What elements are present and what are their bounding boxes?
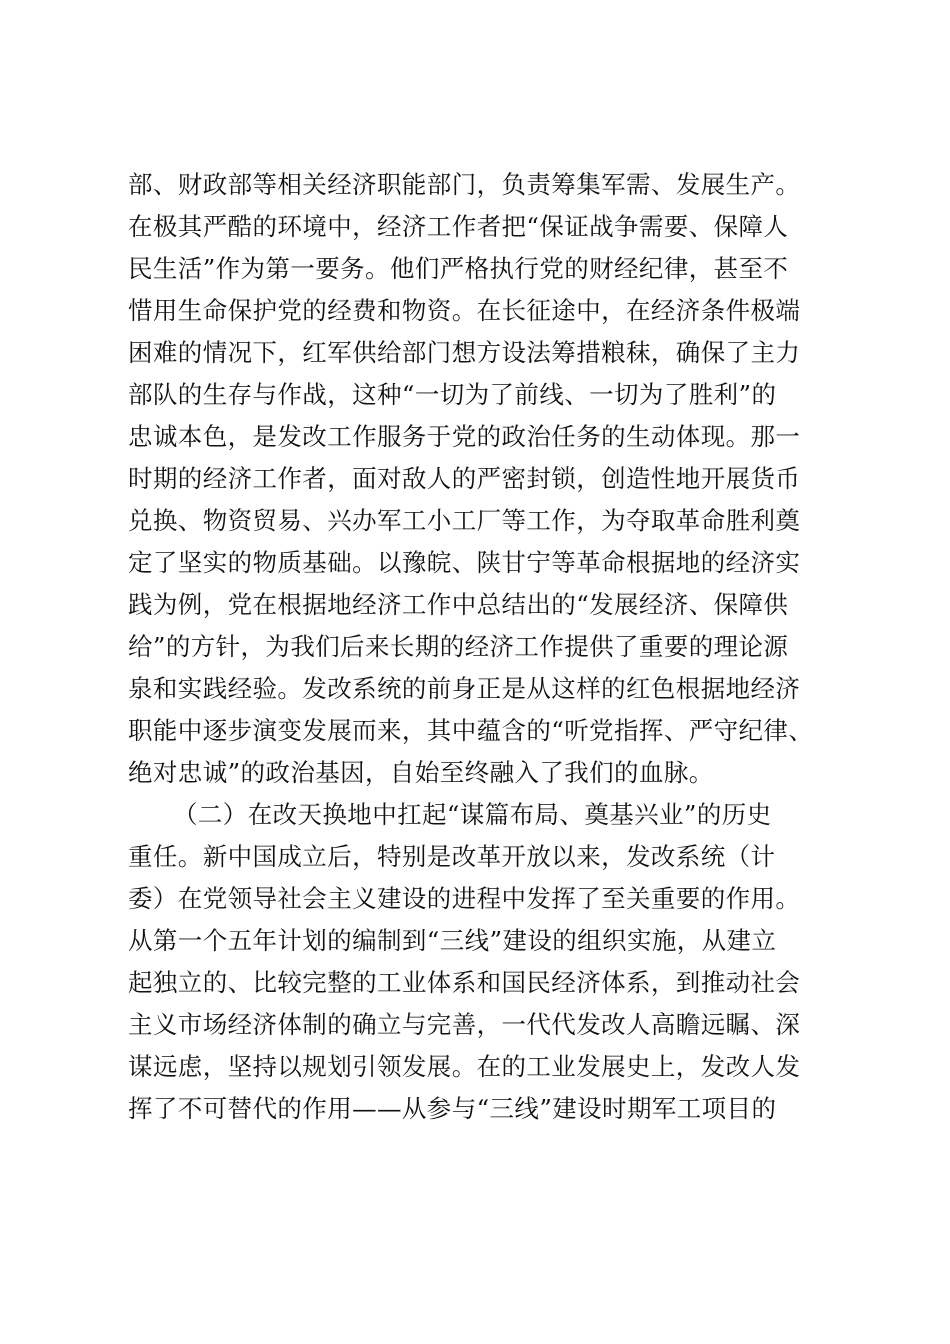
text-line: 职能中逐步演变发展而来，其中蕴含的“听党指挥、严守纪律、 [128, 716, 814, 745]
text-line: 主义市场经济体制的确立与完善，一代代发改人高瞻远瞩、深 [128, 1010, 801, 1039]
text-line: 给”的方针，为我们后来长期的经济工作提供了重要的理论源 [128, 632, 789, 661]
text-line: 挥了不可替代的作用——从参与“三线”建设时期军工项目的 [128, 1094, 777, 1123]
text-line: 在极其严酷的环境中，经济工作者把“保证战争需要、保障人 [128, 212, 789, 241]
text-line: 民生活”作为第一要务。他们严格执行党的财经纪律，甚至不 [128, 254, 789, 283]
text-line: 部、财政部等相关经济职能部门，负责筹集军需、发展生产。 [128, 170, 801, 199]
text-line: 从第一个五年计划的编制到“三线”建设的组织实施，从建立 [128, 926, 777, 955]
body-text [128, 164, 848, 1130]
section-heading-line: （二）在改天换地中扛起“谋篇布局、奠基兴业”的历史 [173, 800, 772, 829]
text-line: 谋远虑，坚持以规划引领发展。在的工业发展史上，发改人发 [128, 1052, 801, 1081]
text-line: 困难的情况下，红军供给部门想方设法筹措粮秣，确保了主力 [128, 338, 801, 367]
text-line: 泉和实践经验。发改系统的前身正是从这样的红色根据地经济 [128, 674, 801, 703]
text-line: 绝对忠诚”的政治基因，自始至终融入了我们的血脉。 [128, 758, 714, 787]
text-line: 起独立的、比较完整的工业体系和国民经济体系，到推动社会 [128, 968, 801, 997]
text-line: 践为例，党在根据地经济工作中总结出的“发展经济、保障供 [128, 590, 789, 619]
text-line: 忠诚本色，是发改工作服务于党的政治任务的生动体现。那一 [128, 422, 801, 451]
text-line: 部队的生存与作战，这种“一切为了前线、一切为了胜利”的 [128, 380, 777, 409]
text-line: 兑换、物资贸易、兴办军工小工厂等工作，为夺取革命胜利奠 [128, 506, 801, 535]
text-line: 定了坚实的物质基础。以豫皖、陕甘宁等革命根据地的经济实 [128, 548, 801, 577]
text-line: 时期的经济工作者，面对敌人的严密封锁，创造性地开展货币 [128, 464, 801, 493]
text-line: 重任。新中国成立后，特别是改革开放以来，发改系统（计 [128, 842, 776, 871]
text-line: 委）在党领导社会主义建设的进程中发挥了至关重要的作用。 [128, 884, 801, 913]
text-line: 惜用生命保护党的经费和物资。在长征途中，在经济条件极端 [128, 296, 801, 325]
